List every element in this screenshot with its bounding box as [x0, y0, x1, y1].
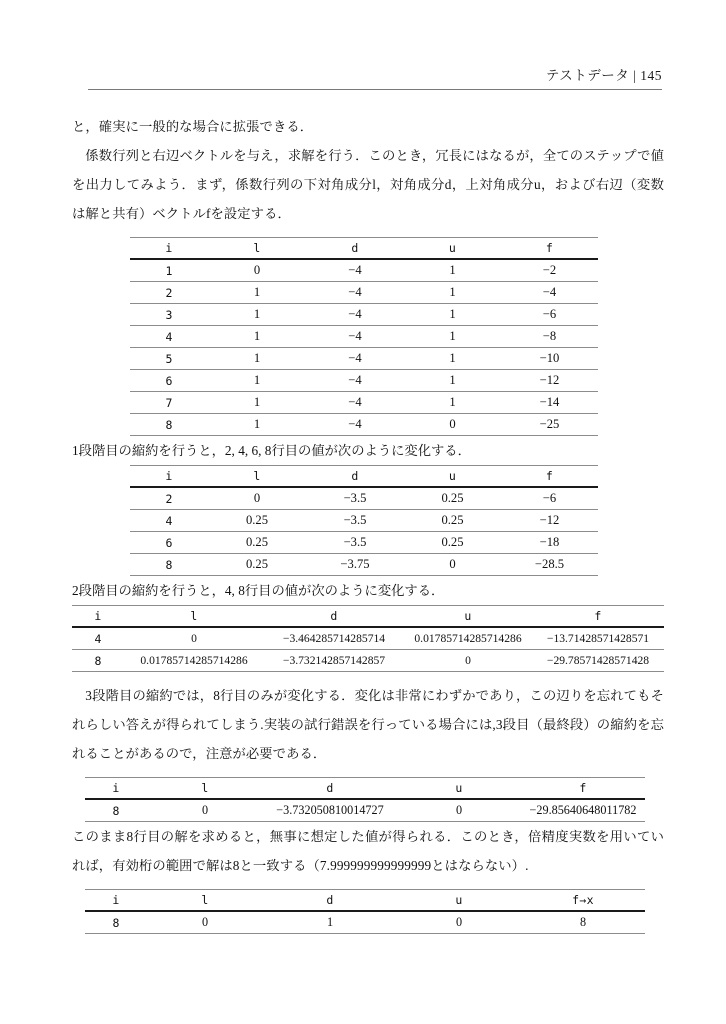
column-header-l: l: [208, 466, 306, 487]
table-header-row: [85, 890, 645, 911]
header-title: テストデータ | 145: [545, 68, 662, 83]
column-header-l: l: [124, 606, 264, 627]
column-header-i: i: [85, 778, 147, 799]
cell-u: 1: [404, 348, 501, 370]
table-initial-values: [130, 237, 598, 436]
table-row: [130, 510, 598, 532]
column-header-d: d: [306, 466, 404, 487]
cell-u: 0: [397, 799, 521, 822]
cell-l: 0.25: [208, 554, 306, 576]
column-header-u: u: [397, 778, 521, 799]
cell-l: 0.25: [208, 532, 306, 554]
table-header-row: [130, 238, 598, 259]
column-header-f-to-x: f→x: [521, 890, 645, 911]
cell-d: −4: [306, 370, 404, 392]
table-row: [130, 554, 598, 576]
table-stage-2: [72, 605, 664, 672]
cell-l: 1: [208, 348, 306, 370]
cell-f: −29.85640648011782: [521, 799, 645, 822]
header-rule: [88, 89, 662, 90]
cell-u: 1: [404, 282, 501, 304]
paragraph-2: 係数行列と右辺ベクトルを与え，求解を行う．このとき，冗長にはなるが，全てのステップで値を出力してみよう．まず，係数行列の下対角成分l，対角成分d，上対角成分u，および右辺（変数は解と共有）ベクトルfを設定する．: [72, 148, 664, 221]
cell-u: 0: [404, 554, 501, 576]
table-header-row: [72, 606, 664, 627]
cell-d: −3.5: [306, 532, 404, 554]
cell-d: 1: [263, 911, 397, 934]
cell-d: −3.5: [306, 487, 404, 510]
column-header-d: d: [306, 238, 404, 259]
cell-u: 1: [404, 326, 501, 348]
cell-i: 1: [130, 259, 208, 282]
cell-i: 5: [130, 348, 208, 370]
column-header-f: f: [501, 466, 598, 487]
column-header-d: d: [264, 606, 404, 627]
column-header-i: i: [130, 238, 208, 259]
cell-f: −25: [501, 414, 598, 436]
table-row: [130, 304, 598, 326]
cell-f: −12: [501, 370, 598, 392]
cell-l: 1: [208, 326, 306, 348]
table-row: [130, 414, 598, 436]
table-row: [130, 282, 598, 304]
cell-u: 1: [404, 304, 501, 326]
table: [85, 890, 645, 934]
cell-u: 0.25: [404, 510, 501, 532]
table-row: [130, 487, 598, 510]
column-header-i: i: [85, 890, 147, 911]
cell-f: −13.71428571428571: [532, 627, 664, 650]
table-header-row: [85, 778, 645, 799]
column-header-u: u: [404, 466, 501, 487]
cell-l: 0.01785714285714286: [124, 650, 264, 672]
table-row: [130, 259, 598, 282]
cell-f: −14: [501, 392, 598, 414]
cell-u: 0: [397, 911, 521, 934]
table-stage-1: [130, 465, 598, 576]
cell-f: −6: [501, 304, 598, 326]
table-row: [72, 650, 664, 672]
cell-i: 8: [85, 799, 147, 822]
cell-i: 2: [130, 487, 208, 510]
table: [85, 778, 645, 822]
cell-l: 0: [208, 259, 306, 282]
column-header-u: u: [397, 890, 521, 911]
cell-f: −12: [501, 510, 598, 532]
table-header-row: [130, 466, 598, 487]
cell-u: 1: [404, 370, 501, 392]
cell-i: 8: [130, 414, 208, 436]
cell-i: 4: [130, 326, 208, 348]
table-row: [85, 799, 645, 822]
table-row: [130, 370, 598, 392]
cell-u: 1: [404, 392, 501, 414]
cell-l: 1: [208, 392, 306, 414]
cell-l: 0.25: [208, 510, 306, 532]
paragraph-3: 3段階目の縮約では，8行目のみが変化する．変化は非常にわずかであり，この辺りを忘れてもそれらしい答えが得られてしまう.実装の試行錯誤を行っている場合には,3段目（最終段）の縮約を忘れることがあるので，注意が必要である．: [72, 688, 664, 761]
cell-u: 0: [404, 650, 532, 672]
cell-i: 4: [72, 627, 124, 650]
column-header-l: l: [147, 890, 263, 911]
cell-l: 0: [147, 799, 263, 822]
cell-f: −28.5: [501, 554, 598, 576]
caption-stage-1: 1段階目の縮約を行うと，2, 4, 6, 8行目の値が次のように変化する．: [72, 443, 471, 458]
cell-i: 6: [130, 532, 208, 554]
paragraph-4: このまま8行目の解を求めると，無事に想定した値が得られる．このとき，倍精度実数を用いていれば，有効桁の範囲で解は8と一致する（7.999999999999999とはならない）.: [72, 829, 664, 873]
cell-d: −3.75: [306, 554, 404, 576]
table-row: [130, 392, 598, 414]
column-header-l: l: [208, 238, 306, 259]
spacer: [72, 672, 664, 681]
cell-d: −4: [306, 304, 404, 326]
cell-i: 4: [130, 510, 208, 532]
spacer: [72, 880, 664, 889]
cell-i: 7: [130, 392, 208, 414]
paragraph-1: と，確実に一般的な場合に拡張できる．: [72, 119, 314, 134]
page-header: [88, 64, 662, 90]
cell-f: −2: [501, 259, 598, 282]
cell-i: 8: [130, 554, 208, 576]
cell-u: 0.25: [404, 487, 501, 510]
cell-l: 1: [208, 304, 306, 326]
column-header-f: f: [532, 606, 664, 627]
column-header-i: i: [72, 606, 124, 627]
column-header-d: d: [263, 890, 397, 911]
cell-x: 8: [521, 911, 645, 934]
column-header-f: f: [501, 238, 598, 259]
table-solution: [85, 889, 645, 934]
table-row: [130, 326, 598, 348]
cell-u: 1: [404, 259, 501, 282]
cell-d: −4: [306, 282, 404, 304]
cell-i: 3: [130, 304, 208, 326]
cell-f: −18: [501, 532, 598, 554]
cell-d: −4: [306, 348, 404, 370]
cell-l: 0: [208, 487, 306, 510]
table: [72, 606, 664, 672]
cell-u: 0.01785714285714286: [404, 627, 532, 650]
column-header-f: f: [521, 778, 645, 799]
cell-f: −8: [501, 326, 598, 348]
cell-d: −4: [306, 392, 404, 414]
cell-d: −4: [306, 326, 404, 348]
table-row: [130, 532, 598, 554]
table-row: [85, 911, 645, 934]
table: [130, 466, 598, 576]
caption-stage-2: 2段階目の縮約を行うと，4, 8行目の値が次のように変化する．: [72, 583, 445, 598]
cell-i: 8: [85, 911, 147, 934]
cell-l: 1: [208, 414, 306, 436]
table-row: [130, 348, 598, 370]
page-content: [72, 112, 664, 934]
table: [130, 238, 598, 436]
cell-f: −4: [501, 282, 598, 304]
cell-i: 2: [130, 282, 208, 304]
column-header-l: l: [147, 778, 263, 799]
column-header-u: u: [404, 606, 532, 627]
column-header-i: i: [130, 466, 208, 487]
cell-d: −4: [306, 414, 404, 436]
column-header-d: d: [263, 778, 397, 799]
cell-d: −3.5: [306, 510, 404, 532]
spacer: [72, 768, 664, 777]
table-row: [72, 627, 664, 650]
table-stage-3: [85, 777, 645, 822]
cell-i: 6: [130, 370, 208, 392]
cell-l: 1: [208, 370, 306, 392]
cell-d: −3.464285714285714: [264, 627, 404, 650]
cell-l: 1: [208, 282, 306, 304]
cell-d: −4: [306, 259, 404, 282]
cell-f: −10: [501, 348, 598, 370]
column-header-u: u: [404, 238, 501, 259]
cell-d: −3.732050810014727: [263, 799, 397, 822]
cell-l: 0: [147, 911, 263, 934]
cell-i: 8: [72, 650, 124, 672]
spacer: [72, 228, 664, 237]
cell-u: 0.25: [404, 532, 501, 554]
cell-l: 0: [124, 627, 264, 650]
cell-f: −29.78571428571428: [532, 650, 664, 672]
cell-u: 0: [404, 414, 501, 436]
cell-d: −3.732142857142857: [264, 650, 404, 672]
cell-f: −6: [501, 487, 598, 510]
